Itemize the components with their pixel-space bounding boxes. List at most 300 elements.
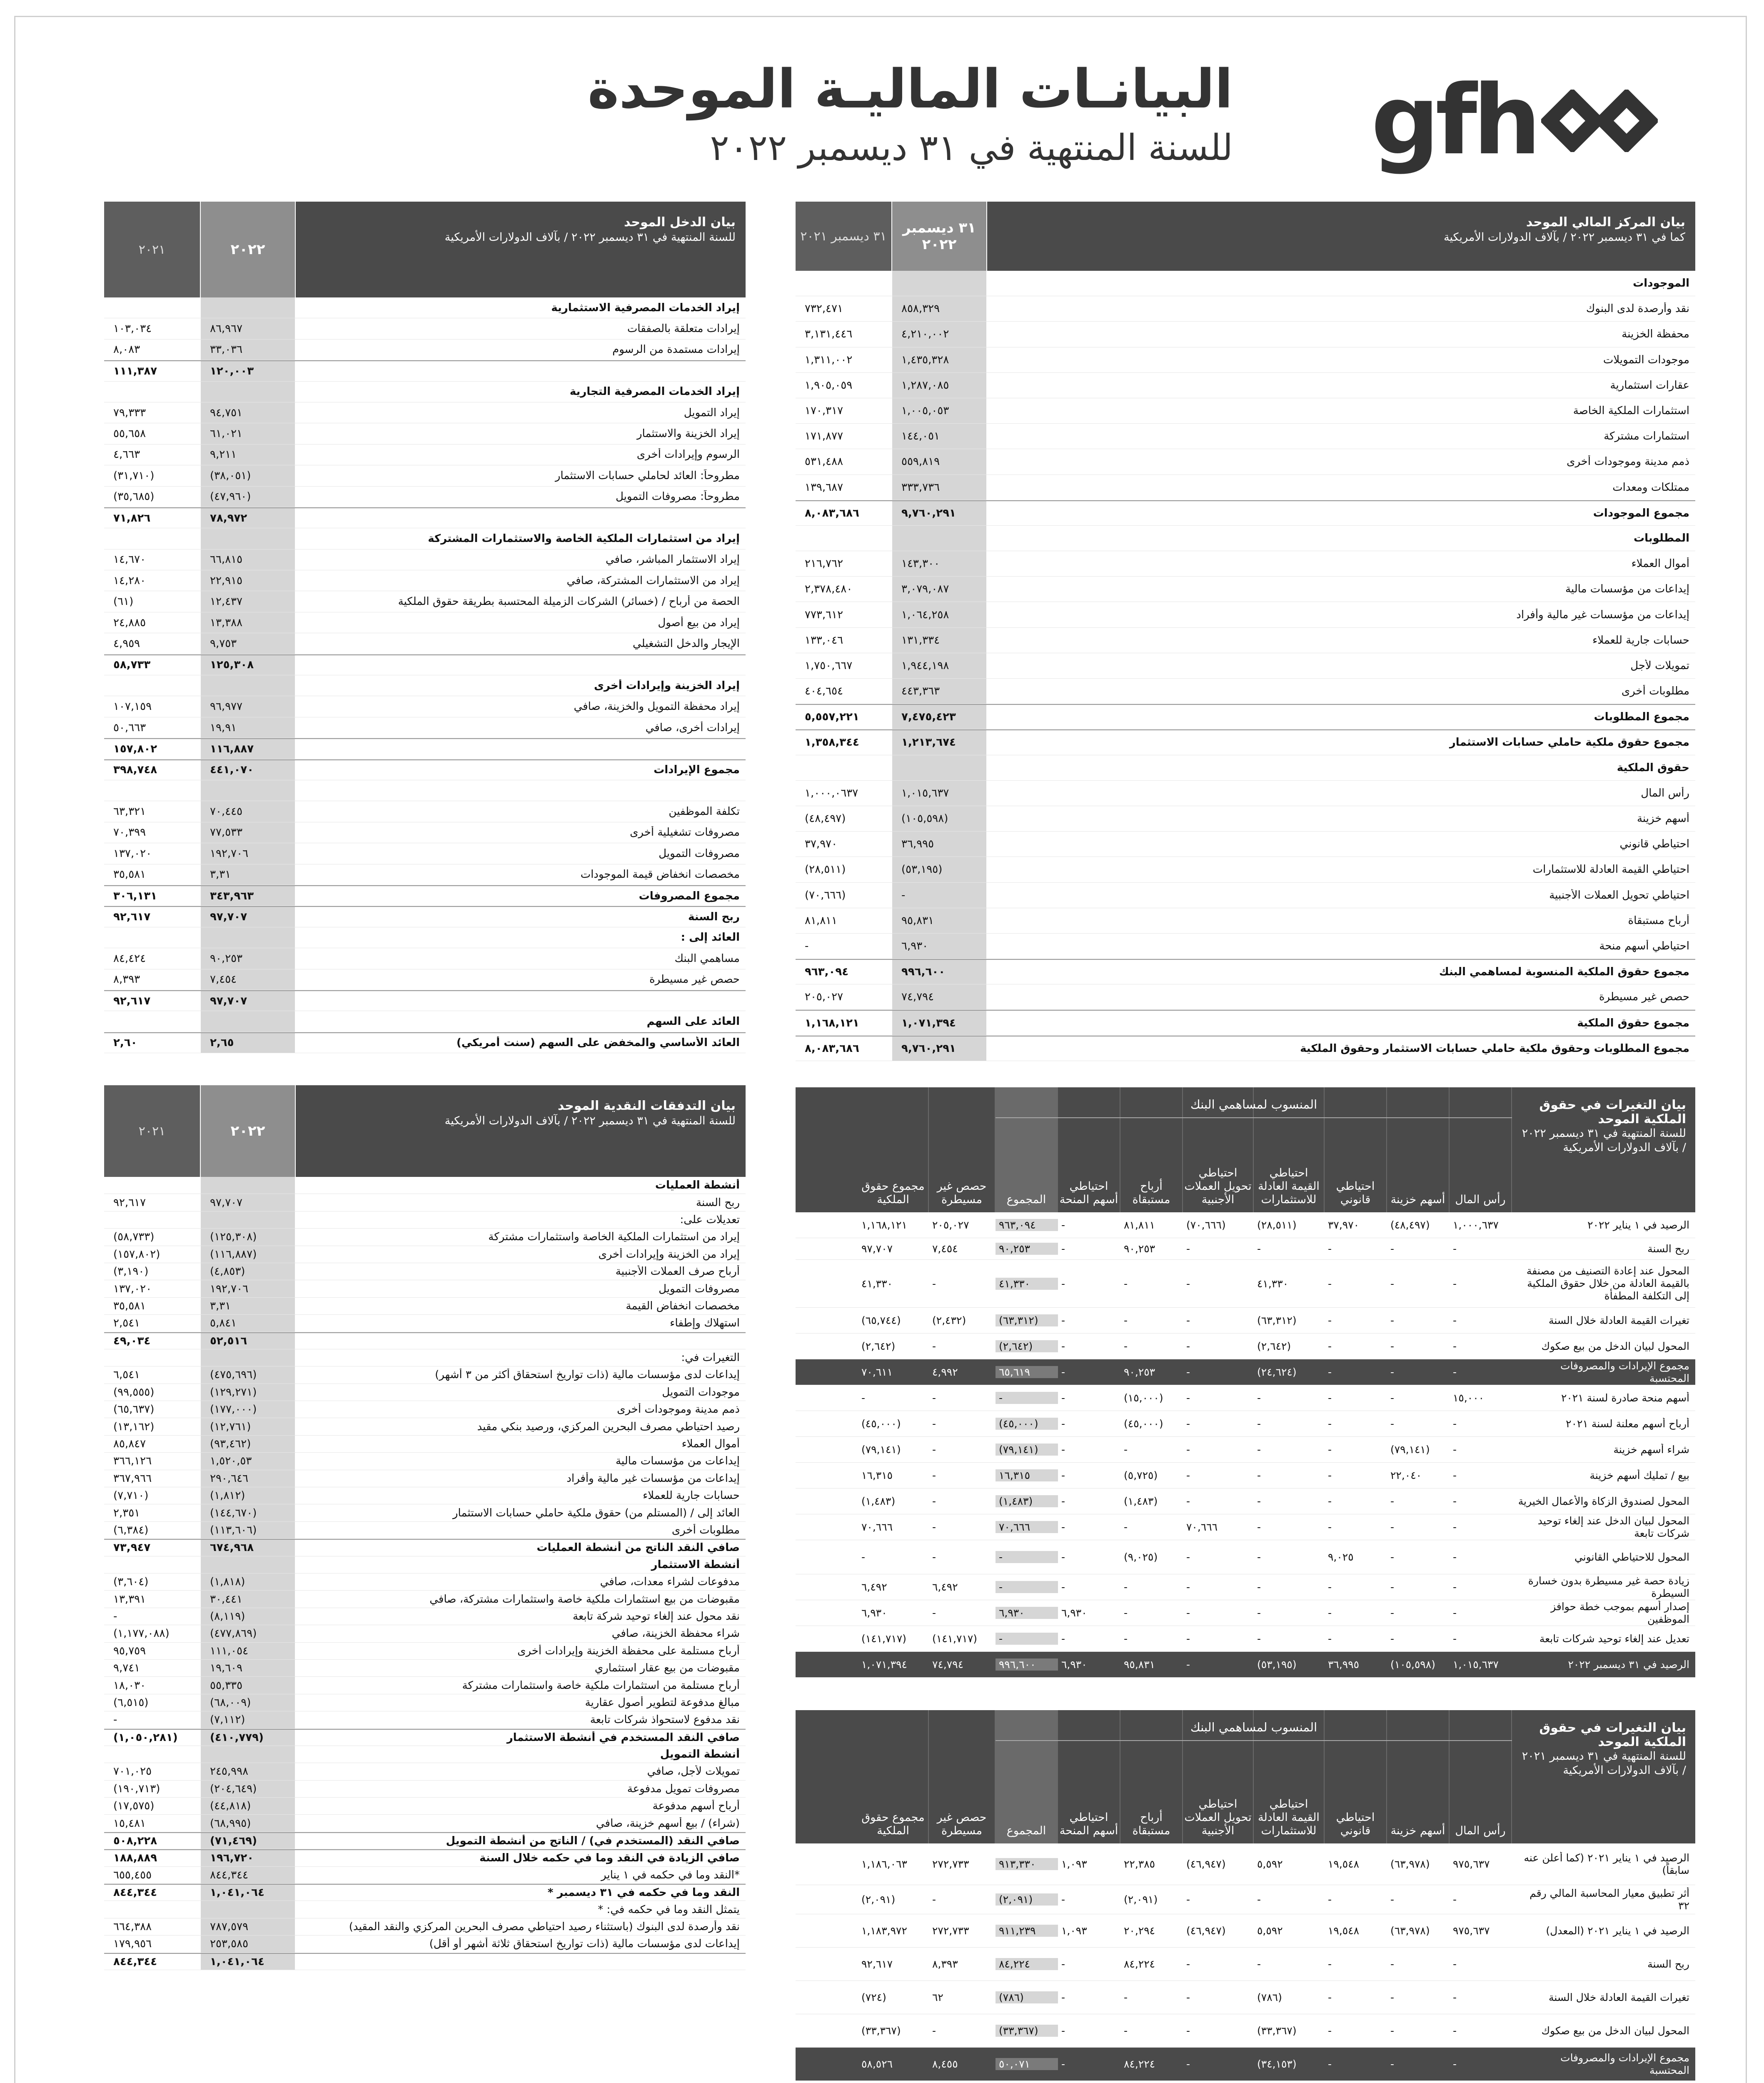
- balance-sheet-panel: [796, 202, 1695, 1061]
- income-value-prior: ٦٣,٣٢١: [113, 805, 146, 818]
- equity1-cell: -: [1186, 1444, 1190, 1456]
- equity1-cell: -: [1390, 1521, 1395, 1533]
- cash-row: [104, 1901, 746, 1918]
- equity1-cell: (٦٣,٣١٢): [996, 1314, 1058, 1326]
- equity1-cell: -: [1257, 1392, 1261, 1404]
- income-row: [104, 780, 746, 801]
- balance-col-2021: ٣١ ديسمبر ٢٠٢١: [796, 202, 891, 271]
- equity2-subtitle: للسنة المنتهية في ٣١ ديسمبر ٢٠٢١ / بآلاف الدولارات الأمريكية: [1522, 1750, 1686, 1777]
- income-value-current: ٦١,٠٢١: [200, 423, 296, 444]
- equity1-row-label: ربح السنة: [1647, 1242, 1689, 1255]
- cash-row: [104, 1556, 746, 1573]
- income-row: [104, 297, 746, 318]
- equity1-cell: -: [1124, 1314, 1128, 1326]
- balance-row: [796, 398, 1695, 424]
- equity2-row: [796, 2048, 1695, 2081]
- equity1-cell: -: [1328, 1418, 1332, 1430]
- equity1-cell: -: [1453, 1581, 1457, 1593]
- equity2-cell: (٣٣,٣٦٧): [861, 2025, 901, 2037]
- cash-value-prior: [104, 1177, 200, 1194]
- cash-value-current: (٦٨,٠٠٩): [200, 1694, 296, 1711]
- cash-row-label: مقبوضات من بيع عقار استثماري: [594, 1662, 740, 1675]
- balance-value-prior: ١,٩٠٥,٠٥٩: [805, 379, 853, 392]
- cash-value-current: (٩٣,٤٦٢): [200, 1436, 296, 1452]
- equity1-cell: -: [1390, 1607, 1395, 1619]
- cash-row: [104, 1936, 746, 1953]
- equity2-cell: -: [1390, 2058, 1395, 2070]
- equity1-row-label: زيادة حصة غير مسيطرة بدون خسارة السيطرة: [1528, 1574, 1689, 1599]
- income-value-current: ٧٨,٩٧٢: [200, 508, 296, 528]
- balance-value-prior: ١٣٩,٦٨٧: [805, 481, 843, 494]
- equity1-cell: (٦٥,٧٤٤): [861, 1314, 901, 1326]
- cash-row: [104, 1487, 746, 1504]
- equity1-cell: ٧٠,٦٦٦: [996, 1521, 1058, 1533]
- equity1-cell: -: [1453, 1418, 1457, 1430]
- gfh-logo: [1371, 65, 1658, 176]
- equity1-cell: (٧٩,١٤١): [996, 1444, 1058, 1456]
- equity2-column-header: رأس المال: [1450, 1710, 1512, 1843]
- equity2-cell: -: [1390, 2025, 1395, 2037]
- cash-row-label: رصيد احتياطي مصرف البحرين المركزي، ورصيد بنكي مقيد: [477, 1420, 740, 1433]
- income-row-label: العائد إلى :: [681, 931, 740, 944]
- balance-value-current: ١,٠٠٥,٠٥٣: [891, 398, 987, 423]
- equity2-cell: (٧٨٦): [996, 1991, 1058, 2003]
- cash-value-prior: (٦٥,٦٣٧): [113, 1403, 155, 1416]
- cash-col-2022: ٢٠٢٢: [200, 1085, 296, 1177]
- balance-value-prior: ٧٧٣,٦١٢: [805, 608, 843, 621]
- income-row: [104, 696, 746, 717]
- cash-value-current: (٤٧٥,٦٩٦): [200, 1366, 296, 1383]
- equity1-cell: -: [996, 1392, 1058, 1404]
- cash-row: [104, 1660, 746, 1677]
- income-row: [104, 382, 746, 402]
- income-value-prior: [104, 297, 200, 318]
- balance-row: [796, 704, 1695, 729]
- equity2-column-header: المجموع: [996, 1710, 1058, 1843]
- equity1-row: [796, 1308, 1695, 1334]
- balance-sheet-header: [796, 202, 1695, 271]
- equity1-row-label: تعديل عند إلغاء توحيد شركات تابعة: [1539, 1632, 1689, 1645]
- income-value-current: [200, 528, 296, 549]
- equity1-cell: -: [1124, 1633, 1128, 1645]
- cash-value-prior: ١٨,٠٣٠: [113, 1679, 146, 1692]
- income-row-label: إيراد من استثمارات الملكية الخاصة والاستثمارات المشتركة: [428, 532, 740, 545]
- equity2-cell: -: [1061, 1991, 1065, 2003]
- equity1-cell: -: [1453, 1607, 1457, 1619]
- equity1-cell: ٢٢,٠٤٠: [1390, 1469, 1422, 1481]
- cash-value-prior: ٣٦٦,١٢٦: [113, 1455, 152, 1468]
- equity1-cell: (١,٤٨٣): [1124, 1495, 1158, 1507]
- equity1-cell: ٤١,٣٣٠: [861, 1277, 893, 1290]
- income-row: [104, 717, 746, 738]
- equity2-cell: -: [932, 1893, 936, 1906]
- balance-value-current: -: [891, 883, 987, 908]
- equity2-cell: ٩١٣,٣٣٠: [996, 1858, 1058, 1870]
- income-value-current: ٩٦,٩٧٧: [200, 696, 296, 717]
- equity2-cell: -: [1061, 2058, 1065, 2070]
- income-value-current: ١٢,٤٣٧: [200, 591, 296, 612]
- cash-row-label: مدفوعات لشراء معدات، صافي: [600, 1576, 740, 1588]
- cash-row-label: استهلاك وإطفاء: [670, 1317, 740, 1330]
- income-row: [104, 822, 746, 843]
- income-row: [104, 318, 746, 339]
- income-row: [104, 591, 746, 612]
- equity2-cell: ٩٢,٦١٧: [861, 1958, 893, 1970]
- balance-value-current: ٣,٠٧٩,٠٨٧: [891, 577, 987, 602]
- equity2-cell: (٧٨٦): [1257, 1991, 1282, 2003]
- equity2-cell: -: [1390, 1958, 1395, 1970]
- income-value-current: ٨٦,٩٦٧: [200, 318, 296, 339]
- cash-row: [104, 1746, 746, 1763]
- cash-row: [104, 1246, 746, 1263]
- cash-row-label: نقد محول عند إلغاء توحيد شركة تابعة: [572, 1610, 740, 1623]
- equity1-cell: -: [1390, 1340, 1395, 1352]
- balance-row-label: إيداعات من مؤسسات غير مالية وأفراد: [1516, 608, 1689, 621]
- balance-row: [796, 526, 1695, 551]
- equity1-cell: ٦,٩٣٠: [996, 1607, 1058, 1619]
- equity1-cell: ٩,٠٢٥: [1328, 1551, 1354, 1563]
- income-value-prior: ١٠٣,٠٣٤: [113, 322, 152, 335]
- income-row-label: العائد الأساسي والمخفض على السهم (سنت أمريكي): [456, 1037, 740, 1049]
- balance-value-prior: ٨,٠٨٣,٦٨٦: [805, 507, 859, 520]
- equity2-cell: ٥,٥٩٢: [1257, 1925, 1283, 1937]
- income-value-current: ١٢٠,٠٠٣: [200, 361, 296, 381]
- equity1-row-label: شراء أسهم خزينة: [1613, 1443, 1689, 1456]
- equity1-cell: (٧٩,١٤١): [861, 1444, 901, 1456]
- balance-row: [796, 500, 1695, 526]
- equity2-cell: -: [1124, 2025, 1128, 2037]
- cash-flow-subtitle: للسنة المنتهية في ٣١ ديسمبر ٢٠٢٢ / بآلاف الدولارات الأمريكية: [444, 1114, 736, 1127]
- equity1-cell: ٧٠,٦١١: [861, 1366, 893, 1378]
- cash-row: [104, 1867, 746, 1884]
- balance-row-label: محفظة الخزينة: [1622, 328, 1689, 341]
- equity1-cell: ٨١,٨١١: [1124, 1219, 1155, 1231]
- equity1-title-block: [1512, 1087, 1695, 1212]
- balance-value-prior: ٢١٦,٧٦٢: [805, 557, 843, 570]
- income-row: [104, 1011, 746, 1032]
- balance-value-current: (٥٣,١٩٥): [891, 857, 987, 882]
- page-title: البيانـات الماليـة الموحدة: [587, 58, 1233, 120]
- equity1-row: [796, 1600, 1695, 1626]
- balance-row: [796, 602, 1695, 627]
- balance-row: [796, 551, 1695, 577]
- cash-row: [104, 1177, 746, 1194]
- cash-value-current: (١١٣,٦٠٦): [200, 1522, 296, 1539]
- equity2-row-label: المحول لبيان الدخل من بيع صكوك: [1541, 2024, 1689, 2037]
- equity2-column-header: أسهم خزينة: [1387, 1710, 1450, 1843]
- equity2-cell: ٨٤,٢٢٤: [1124, 1958, 1155, 1970]
- income-statement-header: [104, 202, 746, 297]
- income-value-current: ٩٧,٧٠٧: [200, 991, 296, 1011]
- cash-row: [104, 1315, 746, 1332]
- cash-row: [104, 1781, 746, 1798]
- cash-value-current: ١٩٢,٧٠٦: [200, 1280, 296, 1297]
- equity1-cell: ٧٠,٦٦٦: [861, 1521, 893, 1533]
- income-value-current: (٣٨,٠٥١): [200, 465, 296, 486]
- equity2-cell: -: [1328, 2058, 1332, 2070]
- balance-value-current: ٣٦,٩٩٥: [891, 832, 987, 857]
- equity1-cell: -: [1186, 1366, 1190, 1378]
- equity1-cell: -: [861, 1392, 866, 1404]
- equity1-cell: -: [1186, 1495, 1190, 1507]
- cash-value-prior: ٩,٧٤١: [113, 1662, 140, 1675]
- cash-value-prior: ٣٦٧,٩٦٦: [113, 1472, 152, 1485]
- income-value-current: ٣,٣١: [200, 864, 296, 885]
- equity1-cell: -: [1257, 1607, 1261, 1619]
- income-value-prior: (٣١,٧١٠): [113, 469, 155, 482]
- income-value-current: ١٢٥,٣٠٨: [200, 655, 296, 675]
- equity1-cell: -: [1328, 1277, 1332, 1290]
- balance-value-prior: ٥,٥٥٧,٢٢١: [805, 711, 859, 724]
- equity1-column-header: أرباح مستبقاة: [1120, 1087, 1183, 1212]
- cash-value-prior: ٦٥٥,٤٥٥: [113, 1868, 152, 1881]
- balance-row: [796, 857, 1695, 882]
- equity2-cell: -: [1186, 1958, 1190, 1970]
- equity1-row: [796, 1574, 1695, 1600]
- income-value-current: [200, 780, 296, 801]
- equity2-cell: ١٩,٥٤٨: [1328, 1925, 1360, 1937]
- income-row-label: ربح السنة: [688, 911, 740, 924]
- cash-value-current: (١,٨١٢): [200, 1487, 296, 1504]
- income-value-current: [200, 927, 296, 948]
- cash-value-current: ١,٠٤١,٠٦٤: [200, 1885, 296, 1901]
- equity1-row-label: الرصيد في ٣١ ديسمبر ٢٠٢٢: [1568, 1658, 1689, 1671]
- cash-row-label: شراء محفظة الخزينة، صافي: [611, 1627, 740, 1640]
- income-row: [104, 885, 746, 906]
- cash-value-prior: ٣٥,٥٨١: [113, 1299, 146, 1312]
- cash-value-prior: ١٣,٣٩١: [113, 1593, 146, 1606]
- equity1-cell: ٦,٤٩٢: [932, 1581, 958, 1593]
- cash-value-current: ١,٥٢٠,٥٣: [200, 1453, 296, 1469]
- balance-row-label: مجموع حقوق ملكية حاملي حسابات الاستثمار: [1449, 736, 1689, 749]
- cash-value-current: ٣٠,٤٤١: [200, 1591, 296, 1607]
- equity1-row: [796, 1334, 1695, 1359]
- cash-row: [104, 1366, 746, 1384]
- equity1-cell: -: [1186, 1633, 1190, 1645]
- income-row-label: إيرادات متعلقة بالصفقات: [627, 322, 740, 335]
- equity2-cell: ٨,٤٥٥: [932, 2058, 958, 2070]
- balance-row-label: مجموع المطلوبات وحقوق ملكية حاملي حسابات الاستثمار وحقوق الملكية: [1300, 1042, 1689, 1055]
- income-row-label: إيراد الاستثمار المباشر، صافي: [605, 553, 740, 566]
- cash-row: [104, 1884, 746, 1901]
- equity1-row: [796, 1260, 1695, 1308]
- equity1-cell: -: [1328, 1366, 1332, 1378]
- cash-value-current: [200, 1901, 296, 1918]
- equity1-cell: -: [1390, 1392, 1395, 1404]
- cash-row: [104, 1280, 746, 1297]
- equity1-row: [796, 1540, 1695, 1574]
- income-value-current: ١٩,٩١: [200, 717, 296, 738]
- cash-value-current: (١٢٥,٣٠٨): [200, 1229, 296, 1245]
- equity1-cell: -: [1328, 1340, 1332, 1352]
- equity1-cell: ٣٧,٩٧٠: [1328, 1219, 1360, 1231]
- cash-value-current: ١١١,٠٥٤: [200, 1643, 296, 1659]
- equity1-row-label: المحول عند إعادة التصنيف من مصنفة بالقيمة العادلة من خلال حقوق الملكية إلى التكلفة المطفأة: [1526, 1265, 1689, 1302]
- equity1-cell: -: [1257, 1469, 1261, 1481]
- equity1-cell: -: [932, 1607, 936, 1619]
- income-value-current: ٣٣,٠٣٦: [200, 340, 296, 360]
- equity1-row-label: المحول لبيان الدخل من بيع صكوك: [1541, 1340, 1689, 1352]
- balance-row-label: حصص غير مسيطرة: [1599, 991, 1689, 1004]
- equity2-column-header: أرباح مستبقاة: [1120, 1710, 1183, 1843]
- income-value-prior: ١٥٧,٨٠٢: [113, 742, 157, 755]
- income-row: [104, 465, 746, 486]
- equity1-cell: -: [1453, 1243, 1457, 1255]
- cash-row: [104, 1608, 746, 1625]
- equity1-column-header: احتياطي قانوني: [1325, 1087, 1387, 1212]
- balance-value-current: ٤,٢١٠,٠٠٢: [891, 322, 987, 347]
- income-row: [104, 906, 746, 927]
- equity1-cell: -: [1328, 1243, 1332, 1255]
- equity2-cell: ١,١٨٦,٠٦٣: [861, 1858, 907, 1870]
- cash-value-prior: -: [113, 1713, 117, 1726]
- equity2-cell: (٦٣,٩٧٨): [1390, 1925, 1430, 1937]
- balance-row: [796, 832, 1695, 857]
- equity1-cell: ١٦,٣١٥: [996, 1469, 1058, 1481]
- equity2-cell: (٧٢٤): [861, 1991, 886, 2003]
- cash-row-label: أرباح مستلمة من استثمارات ملكية خاصة واستثمارات مشتركة: [462, 1679, 740, 1692]
- cash-value-prior: (٦,٣٨٤): [113, 1524, 149, 1536]
- cash-value-prior: ١٥,٤٨١: [113, 1817, 146, 1830]
- income-value-prior: ١٤,٢٨٠: [113, 574, 146, 587]
- cash-value-prior: [104, 1746, 200, 1763]
- cash-row: [104, 1677, 746, 1694]
- cash-value-prior: ٧٣,٩٤٧: [113, 1541, 151, 1554]
- equity1-cell: -: [1390, 1243, 1395, 1255]
- income-value-prior: ٤,٩٥٩: [113, 637, 140, 650]
- balance-value-current: (١٠٥,٥٩٨): [891, 806, 987, 831]
- cash-value-prior: ٩٥,٧٥٩: [113, 1644, 146, 1657]
- balance-value-prior: ٣٧,٩٧٠: [805, 838, 838, 851]
- equity1-cell: ١,١٦٨,١٢١: [861, 1219, 907, 1231]
- cash-value-prior: ٢,٣٥١: [113, 1506, 140, 1519]
- balance-value-current: ١٤٤,٠٥١: [891, 424, 987, 449]
- balance-value-current: ١,٢٨٧,٠٨٥: [891, 373, 987, 398]
- equity1-cell: -: [1061, 1521, 1065, 1533]
- equity2-cell: -: [1390, 1893, 1395, 1906]
- cash-value-current: ٨٤٤,٣٤٤: [200, 1867, 296, 1883]
- cash-flow-panel: [104, 1085, 746, 1970]
- income-value-current: [200, 675, 296, 696]
- income-col-2021: ٢٠٢١: [104, 202, 200, 297]
- equity1-cell: -: [1390, 1314, 1395, 1326]
- cash-value-prior: ٨٥,٨٤٧: [113, 1438, 146, 1451]
- income-row-label: إيراد محفظة التمويل والخزينة، صافي: [574, 700, 740, 713]
- equity1-cell: ٦,٩٣٠: [1061, 1658, 1087, 1671]
- equity1-column-header: مجموع حقوق الملكية: [858, 1087, 929, 1212]
- income-value-current: ٢٢,٩١٥: [200, 570, 296, 591]
- cash-value-current: ٥٢,٥١٦: [200, 1333, 296, 1349]
- income-row-label: مصروفات تشغيلية أخرى: [630, 826, 740, 839]
- income-value-prior: ٣٥,٥٨١: [113, 868, 146, 881]
- income-value-current: (٤٧,٩٦٠): [200, 487, 296, 507]
- income-row: [104, 423, 746, 444]
- income-row: [104, 570, 746, 591]
- balance-row: [796, 959, 1695, 984]
- balance-row: [796, 1036, 1695, 1061]
- equity1-row: [796, 1437, 1695, 1463]
- balance-value-current: ٥٥٩,٨١٩: [891, 449, 987, 474]
- balance-row: [796, 475, 1695, 500]
- cash-value-current: [200, 1349, 296, 1366]
- equity2-cell: ٨,٣٩٣: [932, 1958, 958, 1970]
- equity1-cell: -: [1257, 1444, 1261, 1456]
- equity1-cell: -: [996, 1633, 1058, 1645]
- balance-row-label: أسهم خزينة: [1637, 812, 1689, 825]
- balance-row-label: الموجودات: [1633, 277, 1689, 290]
- balance-value-prior: ٤٠٤,٦٥٤: [805, 685, 843, 698]
- balance-row-label: أرباح مستبقاة: [1628, 914, 1689, 927]
- income-row-label: العائد على السهم: [646, 1015, 740, 1028]
- equity2-cell: (٢,٠٩١): [1124, 1893, 1158, 1906]
- cash-row-label: صافي النقد (المستخدم في) / الناتج من أنشطة التمويل: [446, 1835, 740, 1848]
- equity1-cell: -: [1061, 1444, 1065, 1456]
- cash-row: [104, 1470, 746, 1487]
- income-value-prior: ١٤,٦٧٠: [113, 553, 146, 566]
- equity1-cell: (١٥,٠٠٠): [1124, 1392, 1163, 1404]
- equity1-cell: (٩,٠٢٥): [1124, 1551, 1158, 1563]
- equity1-cell: (٢,٤٣٢): [932, 1314, 966, 1326]
- balance-row-label: استثمارات مشتركة: [1604, 430, 1689, 443]
- cash-value-current: (١,٨١٨): [200, 1573, 296, 1590]
- equity1-cell: (٦٣,٣١٢): [1257, 1314, 1297, 1326]
- balance-row: [796, 577, 1695, 602]
- equity1-cell: ٩٠,٢٥٣: [996, 1243, 1058, 1255]
- cash-row-label: صافي النقد المستخدم في أنشطة الاستثمار: [506, 1731, 740, 1744]
- cash-value-prior: ٤٩,٠٣٤: [113, 1334, 151, 1347]
- cash-value-prior: (٦,٥١٥): [113, 1696, 149, 1709]
- equity1-row: [796, 1385, 1695, 1411]
- equity1-cell: (٥٣,١٩٥): [1257, 1658, 1297, 1671]
- equity1-cell: ٦٥,٦١٩: [996, 1366, 1058, 1378]
- cash-row: [104, 1918, 746, 1936]
- cash-row: [104, 1815, 746, 1832]
- equity2-cell: ٩٧٥,٦٣٧: [1453, 1925, 1490, 1937]
- equity1-cell: -: [932, 1444, 936, 1456]
- cash-value-current: ٥,٨٤١: [200, 1315, 296, 1331]
- balance-value-current: ١٣١,٣٣٤: [891, 628, 987, 653]
- cash-row: [104, 1263, 746, 1280]
- equity2-cell: ١٩,٥٤٨: [1328, 1858, 1360, 1870]
- equity1-cell: -: [1257, 1495, 1261, 1507]
- equity1-cell: ٦,٤٩٢: [861, 1581, 887, 1593]
- balance-row-label: المطلوبات: [1634, 532, 1689, 544]
- income-row-label: إيراد الخزينة والاستثمار: [636, 427, 740, 440]
- cash-row-label: نقد مدفوع لاستحواذ شركات تابعة: [590, 1713, 740, 1726]
- income-row-label: مساهمي البنك: [674, 952, 740, 965]
- equity2-row-label: تغيرات القيمة العادلة خلال السنة: [1549, 1991, 1689, 2003]
- equity2-cell: ٥٨,٥٢٦: [861, 2058, 893, 2070]
- equity2-column-header: حصص غير مسيطرة: [929, 1710, 996, 1843]
- equity1-cell: -: [1061, 1243, 1065, 1255]
- page-header: [83, 54, 1708, 179]
- equity2-row-label: الرصيد في ١ يناير ٢٠٢١ (كما أعلن عنه سابقاً): [1524, 1851, 1689, 1876]
- equity2-cell: (٤٦,٩٤٧): [1186, 1925, 1226, 1937]
- cash-row-label: حسابات جارية للعملاء: [643, 1489, 740, 1502]
- equity2-cell: (٦٣,٩٧٨): [1390, 1858, 1430, 1870]
- equity1-cell: -: [1453, 1277, 1457, 1290]
- balance-row-label: حسابات جارية للعملاء: [1592, 634, 1689, 647]
- cash-row: [104, 1349, 746, 1366]
- cash-value-current: (٢٠٤,٦٤٩): [200, 1781, 296, 1797]
- equity2-column-header: مجموع حقوق الملكية: [858, 1710, 929, 1843]
- balance-row: [796, 679, 1695, 704]
- balance-value-prior: ١,٠٠٠,٠٦٣٧: [805, 787, 858, 799]
- equity2-cell: (٣٣,٣٦٧): [1257, 2025, 1297, 2037]
- cash-row-label: إيداعات من مؤسسات غير مالية وأفراد: [566, 1472, 740, 1485]
- equity1-cell: (٧٠,٦٦٦): [1186, 1219, 1226, 1231]
- cash-value-prior: ٥٠٨,٢٢٨: [113, 1835, 157, 1848]
